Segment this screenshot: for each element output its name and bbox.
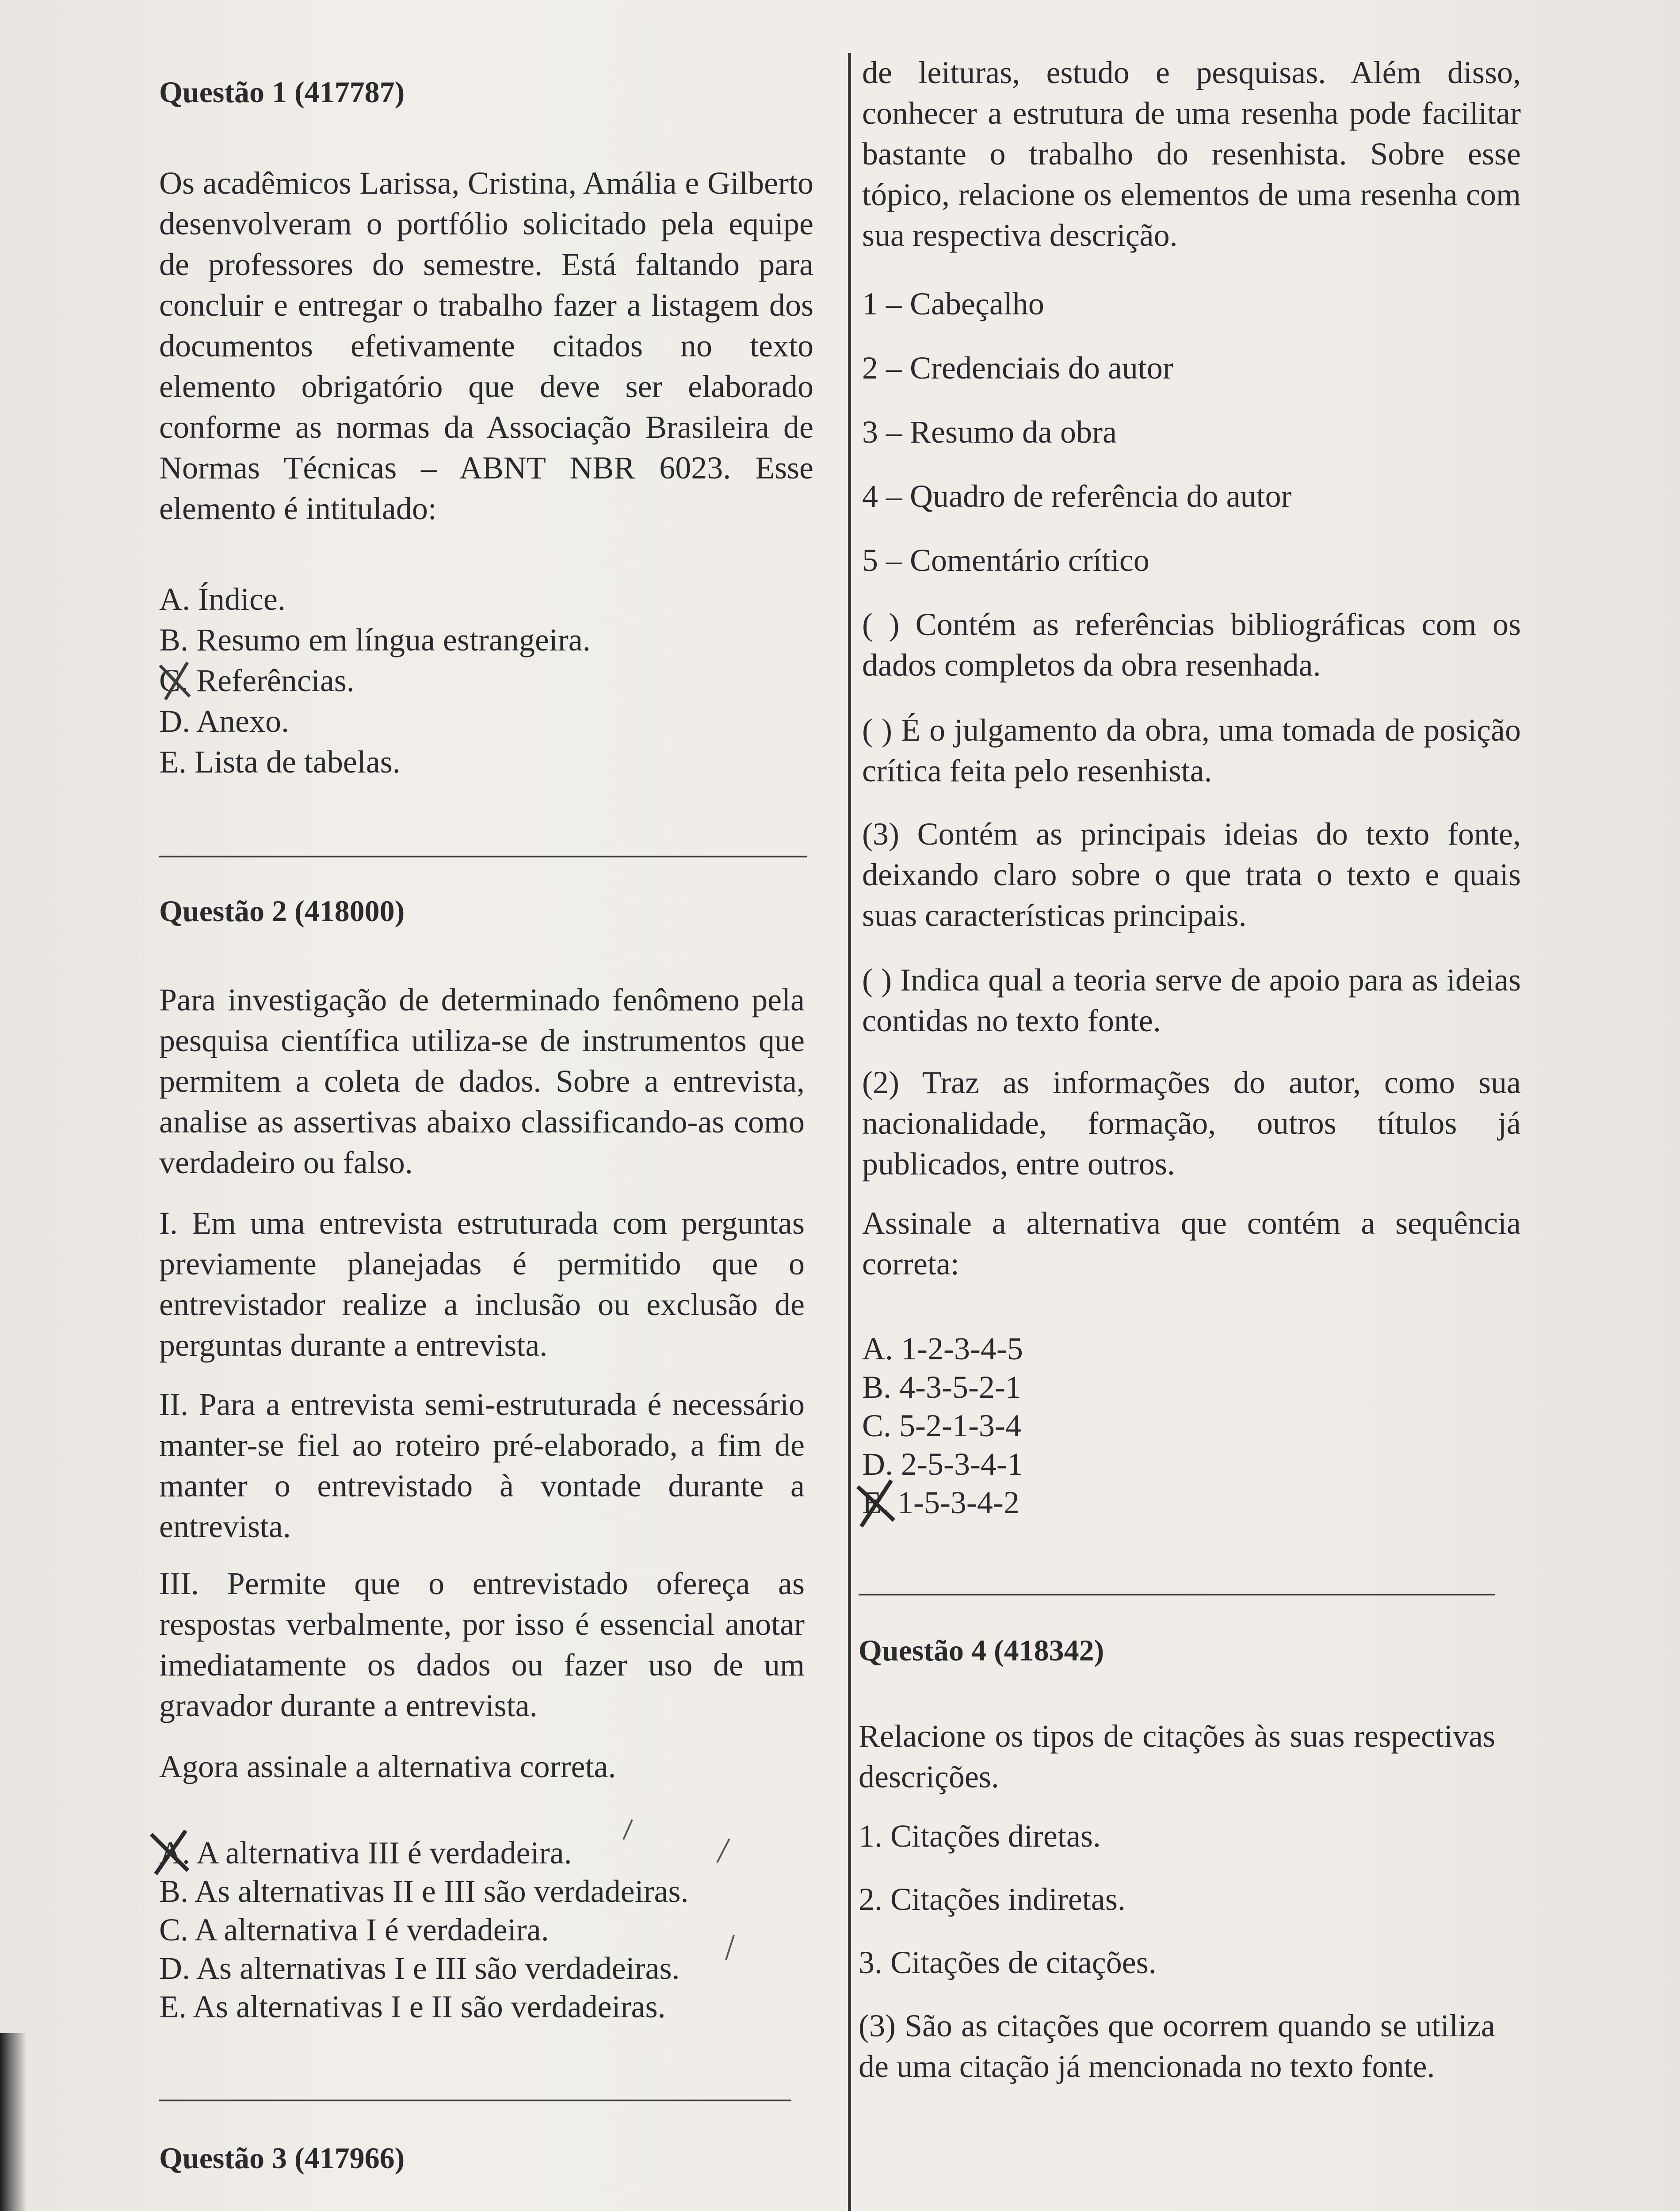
question-2-assertion-2: II. Para a entrevista semi-estruturada é necessário manter-se fiel ao roteiro pré-elaborado, a fim de manter o entrevistado à vontade durante a entrevista. bbox=[159, 1387, 805, 1544]
question-4-item-3: 3. Citações de citações. bbox=[859, 1945, 1157, 1980]
question-3-prompt: Assinale a alternativa que contém a sequência correta: bbox=[862, 1205, 1521, 1281]
question-4-stem: Relacione os tipos de citações às suas respectivas descrições. bbox=[859, 1718, 1495, 1794]
question-2-option-d[interactable]: D. As alternativas I e III são verdadeiras. bbox=[159, 1951, 680, 1986]
question-3-option-d[interactable]: D. 2-5-3-4-1 bbox=[862, 1446, 1023, 1482]
question-3-option-a[interactable]: A. 1-2-3-4-5 bbox=[862, 1331, 1023, 1366]
question-2-option-b[interactable]: B. As alternativas II e III são verdadeiras. bbox=[159, 1874, 689, 1909]
question-3-description-5[interactable]: (2) Traz as informações do autor, como sua nacionalidade, formação, outros títulos já publicados, entre outros. bbox=[862, 1065, 1521, 1182]
question-3-option-e[interactable]: E. 1-5-3-4-2 bbox=[862, 1485, 1019, 1520]
question-2-option-e[interactable]: E. As alternativas I e II são verdadeiras. bbox=[159, 1989, 666, 2024]
question-1-option-c[interactable]: C. Referências. bbox=[159, 663, 355, 698]
question-2-prompt: Agora assinale a alternativa correta. bbox=[159, 1749, 616, 1784]
question-3-element-1: 1 – Cabeçalho bbox=[862, 286, 1044, 321]
question-3-element-4: 4 – Quadro de referência do autor bbox=[862, 478, 1292, 514]
separator-rule bbox=[159, 856, 807, 857]
separator-rule bbox=[859, 1594, 1495, 1595]
question-1-stem: Os acadêmicos Larissa, Cristina, Amália e Gilberto desenvolveram o portfólio solicitado pela equipe de professores do semestre. Está faltando para concluir e entregar o trabalho fazer a listagem dos documentos efetivamente citados no texto elemento obrigatório que deve ser elaborado conforme as normas da Associação Brasileira de Normas Técnicas – ABNT NBR 6023. Esse elemento é intitulado: bbox=[159, 165, 813, 526]
column-divider bbox=[848, 53, 851, 2211]
question-3-description-4[interactable]: ( ) Indica qual a teoria serve de apoio para as ideias contidas no texto fonte. bbox=[862, 962, 1521, 1038]
question-2-option-a[interactable]: A. A alternativa III é verdadeira. bbox=[159, 1835, 572, 1871]
question-3-option-c[interactable]: C. 5-2-1-3-4 bbox=[862, 1408, 1021, 1443]
question-3-element-5: 5 – Comentário crítico bbox=[862, 543, 1149, 578]
pencil-tick-icon bbox=[619, 1817, 637, 1844]
question-2-option-c[interactable]: C. A alternativa I é verdadeira. bbox=[159, 1912, 549, 1947]
question-3-description-2[interactable]: ( ) É o julgamento da obra, uma tomada de posição crítica feita pelo resenhista. bbox=[862, 712, 1521, 788]
question-3-element-2: 2 – Credenciais do autor bbox=[862, 350, 1173, 386]
question-1-option-e[interactable]: E. Lista de tabelas. bbox=[159, 744, 401, 780]
question-2-title: Questão 2 (418000) bbox=[159, 894, 405, 928]
question-3-element-3: 3 – Resumo da obra bbox=[862, 414, 1117, 450]
pencil-tick-icon bbox=[712, 1835, 734, 1866]
question-4-item-2: 2. Citações indiretas. bbox=[859, 1882, 1126, 1917]
question-1-title: Questão 1 (417787) bbox=[159, 75, 405, 109]
question-2-stem: Para investigação de determinado fenômeno pela pesquisa científica utiliza-se de instrumentos que permitem a coleta de dados. Sobre a entrevista, analise as assertivas abaixo classificando-as como verdadeiro ou falso. bbox=[159, 982, 805, 1180]
question-3-title: Questão 3 (417966) bbox=[159, 2141, 405, 2175]
question-3-description-1[interactable]: ( ) Contém as referências bibliográficas com os dados completos da obra resenhada. bbox=[862, 607, 1521, 683]
question-4-item-1: 1. Citações diretas. bbox=[859, 1818, 1101, 1854]
question-3-option-b[interactable]: B. 4-3-5-2-1 bbox=[862, 1369, 1021, 1405]
question-3-stem-continued: de leituras, estudo e pesquisas. Além disso, conhecer a estrutura de uma resenha pode facilitar bastante o trabalho do resenhista. Sobre esse tópico, relacione os elementos de uma resenha com sua respectiva descrição. bbox=[862, 55, 1521, 253]
question-1-option-b[interactable]: B. Resumo em língua estrangeira. bbox=[159, 622, 591, 658]
pencil-tick-icon bbox=[721, 1932, 738, 1963]
question-1-option-d[interactable]: D. Anexo. bbox=[159, 704, 289, 739]
question-4-title: Questão 4 (418342) bbox=[859, 1633, 1104, 1667]
separator-rule bbox=[159, 2100, 791, 2101]
page-edge-shadow bbox=[0, 2033, 27, 2211]
question-2-assertion-3: III. Permite que o entrevistado ofereça as respostas verbalmente, por isso é essencial anotar imediatamente os dados ou fazer uso de um gravador durante a entrevista. bbox=[159, 1566, 805, 1723]
question-2-assertion-1: I. Em uma entrevista estruturada com perguntas previamente planejadas é permitido que o entrevistador realize a inclusão ou exclusão de perguntas durante a entrevista. bbox=[159, 1205, 805, 1363]
question-1-option-a[interactable]: A. Índice. bbox=[159, 581, 286, 617]
question-3-description-3[interactable]: (3) Contém as principais ideias do texto fonte, deixando claro sobre o que trata o texto e quais suas características principais. bbox=[862, 816, 1521, 933]
question-4-description-1[interactable]: (3) São as citações que ocorrem quando se utiliza de uma citação já mencionada no texto fonte. bbox=[859, 2008, 1495, 2084]
